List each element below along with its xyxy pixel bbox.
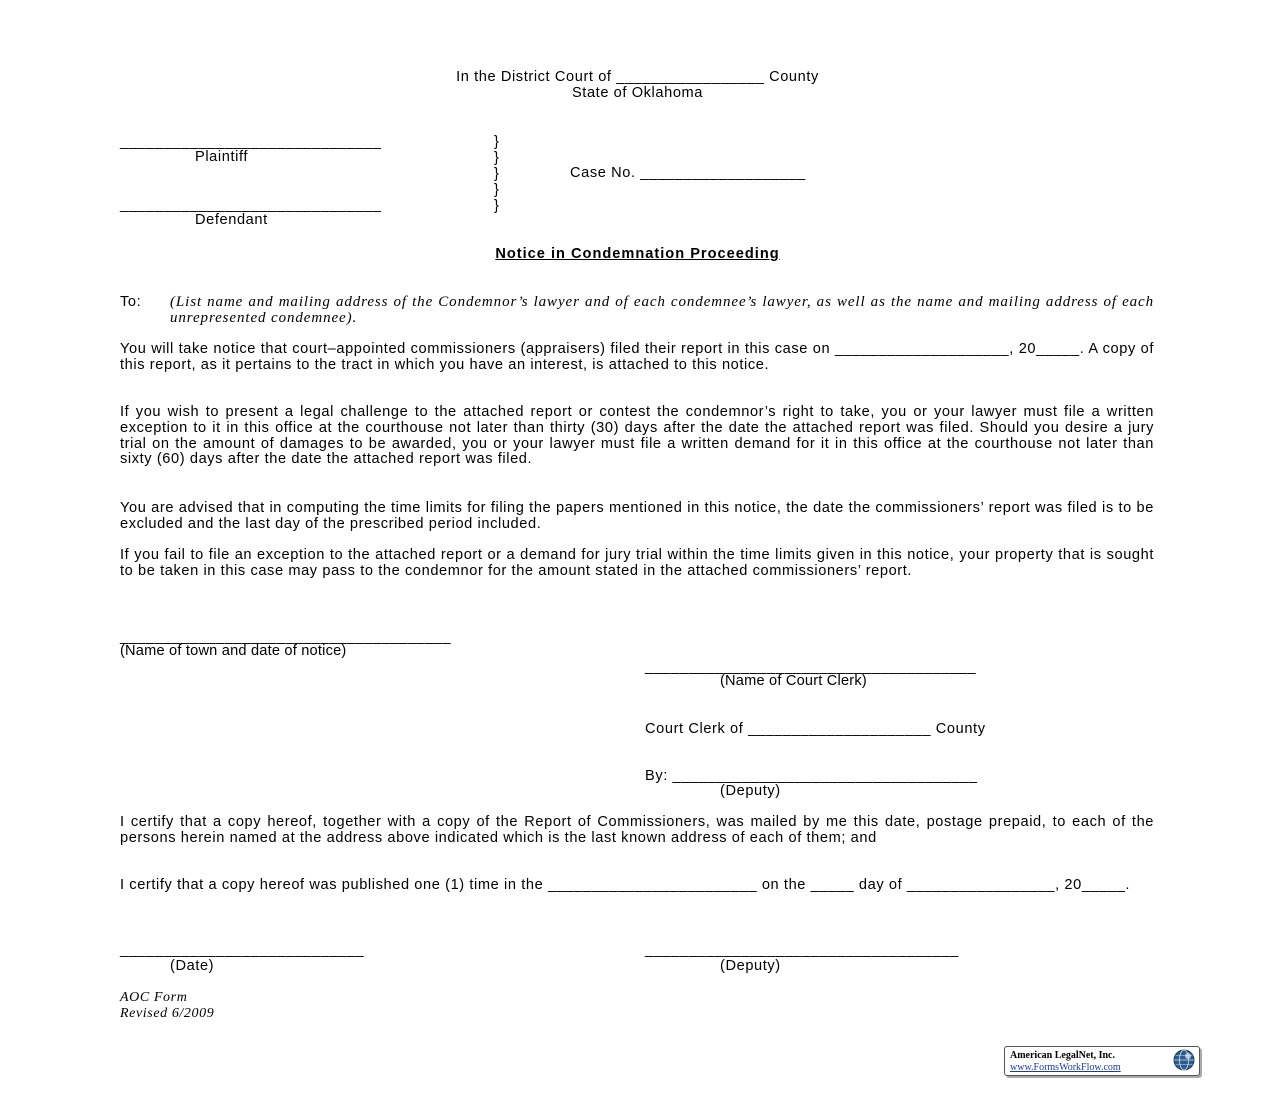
clerk-name-label: (Name of Court Clerk): [720, 673, 867, 689]
caption-brace: }: [494, 134, 500, 150]
notice-paragraph: If you fail to file an exception to the attached report or a demand for jury trial within the time limits given in this notice, your property that is sought to be taken in this case may pass to the condemnor for the amount stated in the attached commissioners’ report.: [120, 547, 1154, 579]
to-instruction: (List name and mailing address of the Condemnor’s lawyer and of each condemnee’s lawyer, as well as the name and mailing address of each unrepresented condemnee).: [170, 294, 1154, 326]
defendant-label: Defendant: [195, 212, 268, 228]
plaintiff-label: Plaintiff: [195, 149, 248, 165]
form-title: Notice in Condemnation Proceeding: [495, 246, 780, 262]
caption-brace: }: [494, 182, 500, 198]
deputy-signature-label: (Deputy): [720, 958, 781, 974]
caption-brace: }: [494, 166, 500, 182]
form-id: AOC Form: [120, 990, 188, 1005]
caption-brace: }: [494, 198, 500, 214]
certify-mailing: I certify that a copy hereof, together with a copy of the Report of Commissioners, was mailed by me this date, postage prepaid, to each of the persons herein named at the address above indicated which is the last known address of each of them; and: [120, 814, 1154, 846]
certify-published: I certify that a copy hereof was published one (1) time in the ________________________ on the _____ day of _________________, 20_____.: [120, 877, 1131, 893]
notice-paragraph: You will take notice that court–appointed commissioners (appraisers) filed their report in this case on ____________________, 20_____. A copy of this report, as it pertains to the tract in which you have an interest, is attached to this notice.: [120, 341, 1154, 373]
case-number: Case No. ___________________: [570, 165, 806, 181]
publisher-name: American LegalNet, Inc.: [1010, 1050, 1115, 1061]
notice-paragraph: You are advised that in computing the time limits for filing the papers mentioned in this notice, the date the commissioners’ report was filed is to be excluded and the last day of the prescribed period included.: [120, 500, 1154, 532]
defendant-line: ______________________________: [120, 197, 382, 213]
town-date-label: (Name of town and date of notice): [120, 643, 347, 659]
date-label: (Date): [170, 958, 215, 974]
date-line: ____________________________: [120, 942, 365, 958]
publisher-url[interactable]: www.FormsWorkFlow.com: [1010, 1062, 1121, 1073]
town-date-line: ______________________________________: [120, 629, 452, 645]
clerk-name-line: ______________________________________: [645, 659, 977, 675]
to-label: To:: [120, 294, 142, 310]
deputy-label: (Deputy): [720, 783, 781, 799]
publisher-logo[interactable]: [1004, 1046, 1200, 1076]
notice-paragraph: If you wish to present a legal challenge to the attached report or contest the condemnor’s right to take, you or your lawyer must file a written exception to it in this office at the courthouse not later than thirty (30) days after the date the attached report was filed. Should you desire a jury trial on the amount of damages to be awarded, you or your lawyer must file a written demand for it in this office at the courthouse not later than sixty (60) days after the date the attached report was filed.: [120, 404, 1154, 468]
court-heading: In the District Court of _________________ County: [456, 69, 819, 85]
deputy-signature-line: ____________________________________: [645, 942, 959, 958]
plaintiff-line: ______________________________: [120, 134, 382, 150]
globe-icon: [1173, 1049, 1195, 1071]
state-heading: State of Oklahoma: [571, 85, 704, 101]
court-clerk-county: Court Clerk of _____________________ County: [645, 721, 986, 737]
form-revision: Revised 6/2009: [120, 1006, 215, 1021]
caption-brace: }: [494, 150, 500, 166]
by-deputy-line: By: ___________________________________: [645, 768, 978, 784]
